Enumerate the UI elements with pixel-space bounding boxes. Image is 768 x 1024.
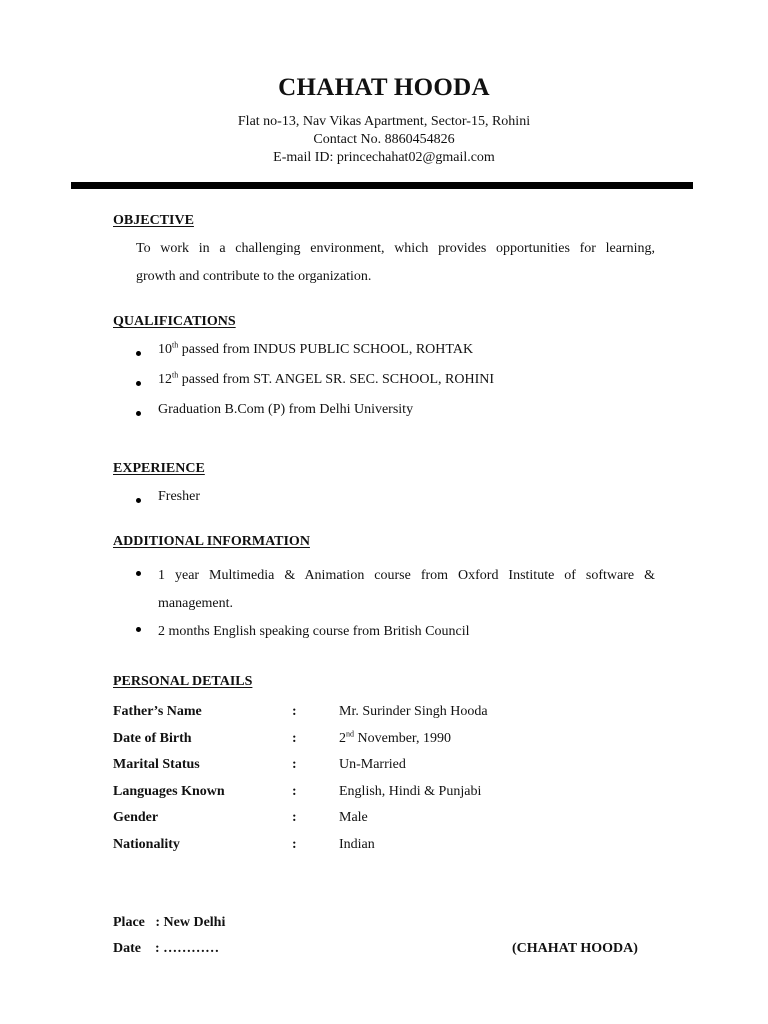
- signature-name: (CHAHAT HOODA): [512, 941, 638, 956]
- detail-colon: :: [292, 783, 297, 799]
- contact-number: Contact No. 8860454826: [313, 132, 455, 147]
- list-item: [136, 342, 655, 372]
- objective-line-1: To work in a challenging environment, which provides opportunities for learning,: [136, 241, 655, 256]
- detail-colon: :: [292, 757, 297, 773]
- dob-rest: November, 1990: [354, 730, 452, 746]
- detail-label: Date of Birth: [113, 730, 192, 746]
- qualification-text: passed from ST. ANGEL SR. SEC. SCHOOL, ROHINI: [178, 372, 495, 387]
- qualification-text: Graduation B.Com (P) from Delhi University: [158, 402, 414, 417]
- additional-item-line-2: management.: [158, 596, 234, 611]
- table-row: [113, 728, 673, 758]
- detail-value: [339, 728, 452, 747]
- list-item: [136, 618, 655, 646]
- detail-value: Male: [339, 810, 368, 826]
- candidate-name: CHAHAT HOODA: [278, 74, 490, 101]
- place-line: Place : New Delhi: [113, 915, 226, 930]
- qualifications-list: [136, 342, 655, 432]
- dob-day-suffix: nd: [346, 728, 354, 738]
- objective-heading: OBJECTIVE: [113, 213, 194, 228]
- objective-line-2: growth and contribute to the organization.: [136, 269, 372, 284]
- detail-value: English, Hindi & Punjabi: [339, 783, 482, 799]
- email: E-mail ID: princechahat02@gmail.com: [273, 150, 495, 165]
- detail-colon: :: [292, 730, 297, 746]
- header-divider: [71, 182, 693, 189]
- experience-text: Fresher: [158, 489, 200, 504]
- table-row: [113, 704, 673, 731]
- date-line: Date : …………: [113, 941, 220, 956]
- qualification-text: passed from INDUS PUBLIC SCHOOL, ROHTAK: [178, 342, 474, 357]
- qualification-suffix: th: [172, 340, 179, 350]
- qualification-number: 12: [158, 372, 172, 387]
- detail-label: Marital Status: [113, 757, 200, 773]
- detail-value: Indian: [339, 836, 375, 852]
- detail-colon: :: [292, 810, 297, 826]
- qualification-number: 10: [158, 342, 172, 357]
- additional-info-heading: ADDITIONAL INFORMATION: [113, 534, 310, 549]
- table-row: [113, 757, 673, 784]
- detail-label: Nationality: [113, 836, 180, 852]
- detail-colon: :: [292, 704, 297, 719]
- detail-value: Mr. Surinder Singh Hooda: [339, 704, 488, 719]
- personal-details-heading: PERSONAL DETAILS: [113, 674, 253, 689]
- qualification-suffix: th: [172, 370, 179, 380]
- address: Flat no-13, Nav Vikas Apartment, Sector-15, Rohini: [237, 114, 531, 129]
- objective-text: [136, 235, 655, 291]
- experience-heading: EXPERIENCE: [113, 461, 205, 476]
- detail-label: Gender: [113, 810, 159, 826]
- list-item: [136, 489, 655, 505]
- table-row: [113, 837, 673, 864]
- dob-day: 2: [339, 730, 346, 746]
- detail-label: Languages Known: [113, 783, 225, 799]
- list-item: [136, 402, 655, 432]
- detail-label: Father’s Name: [113, 704, 202, 719]
- detail-value: Un-Married: [339, 757, 406, 773]
- qualifications-heading: QUALIFICATIONS: [113, 314, 236, 329]
- personal-details-table: [113, 704, 673, 864]
- experience-list: [136, 489, 655, 505]
- list-item: [136, 562, 655, 618]
- additional-item-text: 2 months English speaking course from British Council: [158, 624, 470, 639]
- additional-info-list: [136, 562, 655, 646]
- table-row: [113, 810, 673, 837]
- additional-item-line-1: 1 year Multimedia & Animation course from Oxford Institute of software &: [158, 568, 655, 583]
- detail-colon: :: [292, 836, 297, 852]
- list-item: [136, 372, 655, 402]
- table-row: [113, 784, 673, 811]
